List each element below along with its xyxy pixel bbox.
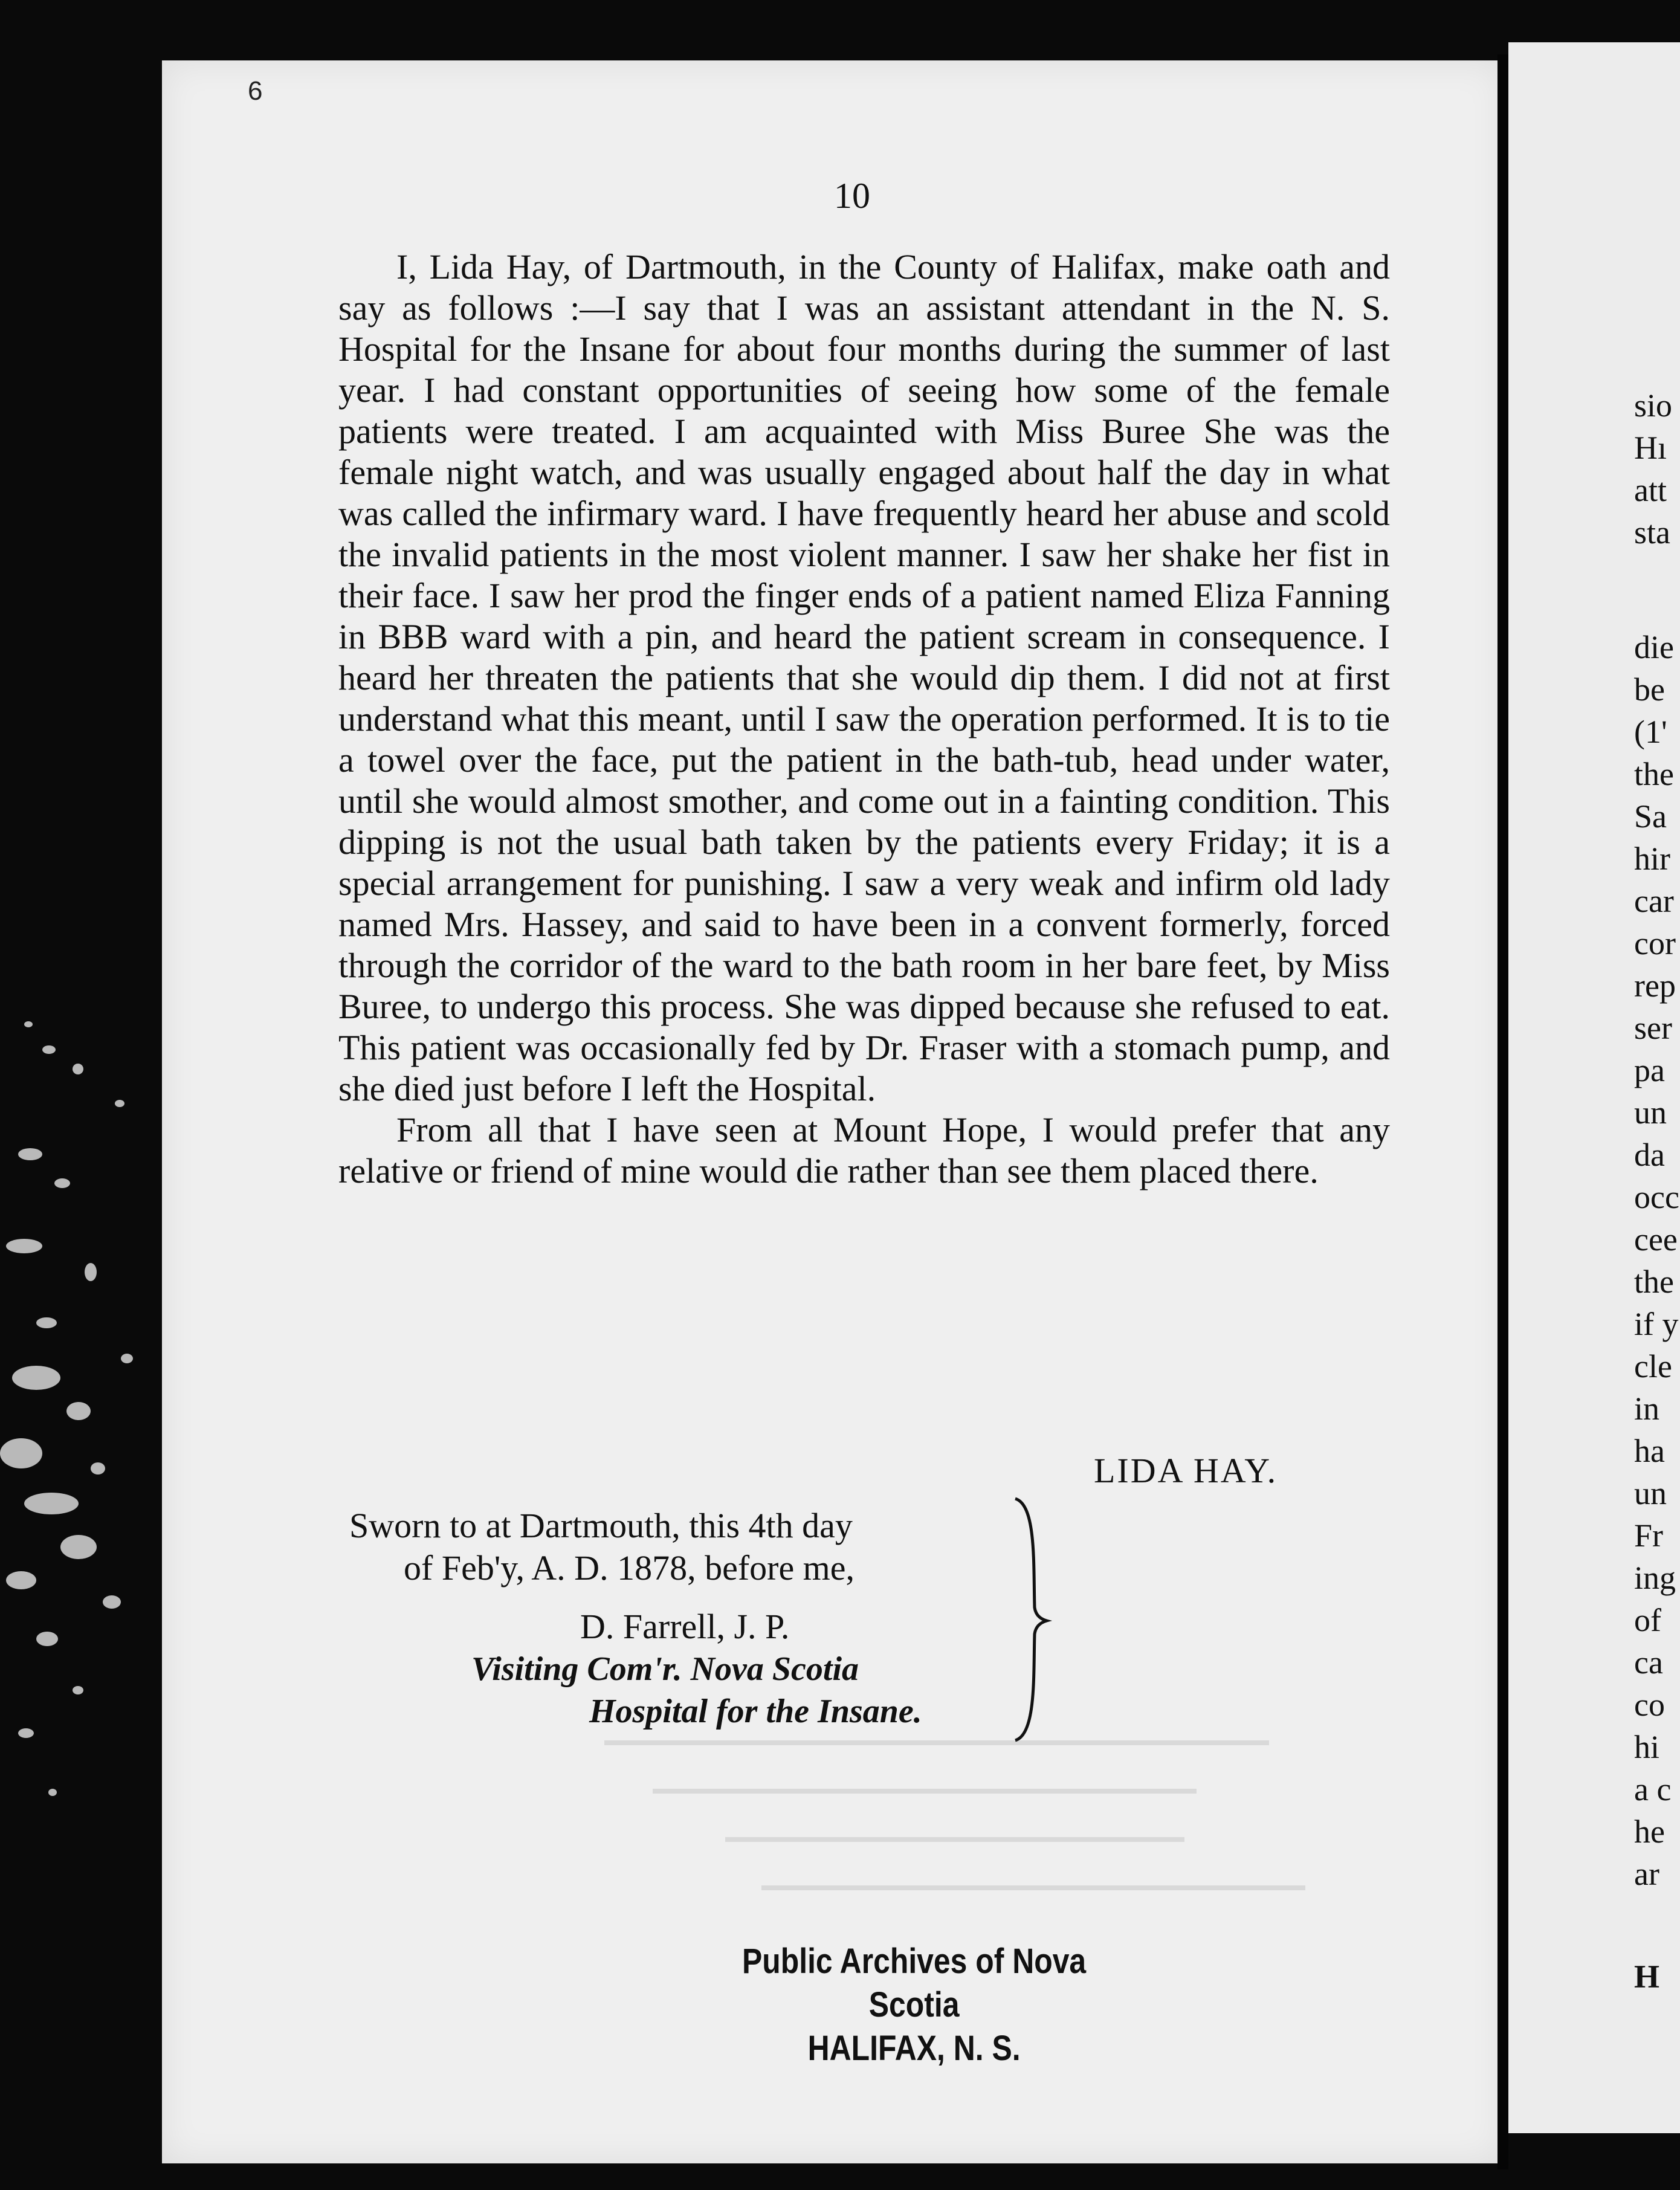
dust-speck (24, 1493, 79, 1514)
fragment: of (1634, 1602, 1661, 1638)
fragment: Fr (1634, 1517, 1664, 1554)
affidavit-paragraph: From all that I have seen at Mount Hope, I would prefer that any relative or friend of mine would die rather than see them placed there. (338, 1110, 1390, 1190)
fragment: pa (1634, 1052, 1665, 1088)
fragment: (1' (1634, 714, 1667, 750)
dust-speck (12, 1366, 60, 1390)
fragment: Sa (1634, 798, 1667, 835)
dust-speck (36, 1632, 58, 1646)
fragment: ser (1634, 1010, 1672, 1046)
fragment: ha (1634, 1433, 1665, 1469)
jurat-line: of Feb'y, A. D. 1878, before me, (404, 1548, 855, 1588)
dust-speck (73, 1686, 83, 1694)
fragment: occ (1634, 1179, 1679, 1215)
fragment: the (1634, 1264, 1674, 1300)
dust-speck (121, 1354, 133, 1363)
fragment: sta (1634, 514, 1670, 551)
fragment: he (1634, 1814, 1665, 1850)
page-gutter (1497, 54, 1508, 2169)
dust-speck (54, 1178, 70, 1188)
corner-mark: 6 (248, 76, 263, 106)
dust-speck (85, 1263, 97, 1281)
signature: LIDA HAY. (1094, 1451, 1278, 1490)
fragment: in (1634, 1391, 1660, 1427)
fragment: un (1634, 1094, 1667, 1131)
dust-speck (42, 1045, 56, 1054)
dust-speck (6, 1571, 36, 1589)
dust-speck (18, 1148, 42, 1160)
fragment: cor (1634, 925, 1676, 961)
fragment: Hı (1634, 430, 1667, 466)
fragment: be (1634, 671, 1665, 708)
fragment: hir (1634, 841, 1670, 877)
dust-speck (103, 1595, 121, 1609)
dust-speck (73, 1064, 83, 1074)
fragment: ing (1634, 1560, 1676, 1596)
official-title: Visiting Com'r. Nova Scotia (471, 1650, 859, 1688)
fragment: die (1634, 629, 1674, 665)
stamp-line: Public Archives of Nova Scotia (742, 1942, 1087, 2024)
official-title: Hospital for the Insane. (589, 1693, 922, 1730)
fragment: a c (1634, 1771, 1672, 1807)
dust-speck (0, 1438, 42, 1468)
dust-speck (115, 1100, 124, 1107)
dust-speck (36, 1317, 57, 1328)
dust-speck (24, 1021, 33, 1027)
fragment: cee (1634, 1221, 1678, 1258)
fragment: cle (1634, 1348, 1672, 1384)
fragment: hi (1634, 1729, 1660, 1765)
dust-speck (18, 1728, 34, 1738)
affidavit-body (338, 247, 1390, 1192)
jurat-line: Sworn to at Dartmouth, this 4th day (349, 1506, 853, 1545)
fragment: rep (1634, 967, 1676, 1004)
dust-speck (60, 1535, 97, 1559)
official-name: D. Farrell, J. P. (580, 1607, 790, 1646)
fragment: H (1634, 1959, 1660, 1995)
affidavit-paragraph: I, Lida Hay, of Dartmouth, in the County of Halifax, make oath and say as follows :—I say that I was an assistant attendant in the N. S. Hospital for the Insane for about four months during the summer of last year. I had constant opportunities of seeing how some of the female patients were treated. I am acquainted with Miss Buree She was the female night watch, and was usually engaged about half the day in what was called the infirmary ward. I have frequently heard her abuse and scold the invalid patients in the most violent manner. I saw her shake her fist in their face. I saw her prod the finger ends of a patient named Eliza Fanning in BBB ward with a pin, and heard the patient scream in consequence. I heard her threaten the patients that she would dip them. I did not at first understand what this meant, until I saw the operation performed. It is to tie a towel over the face, put the patient in the bath-tub, head under water, until she would almost smother, and come out in a fainting condition. This dipping is not the usual bath taken by the patients every Friday; it is a special arrangement for punishing. I saw a very weak and infirm old lady named Mrs. Hassey, and said to have been in a convent formerly, forced through the corridor of the ward to the bath room in her bare feet, by Miss Buree, to undergo this process. She was dipped because she refused to eat. This patient was occasionally fed by Dr. Fraser with a stomach pump, and she died just before I left the Hospital. (338, 247, 1390, 1108)
fragment: the (1634, 756, 1674, 792)
dust-speck (48, 1789, 57, 1796)
page-number: 10 (834, 176, 870, 216)
dust-speck (66, 1402, 91, 1420)
fragment: da (1634, 1137, 1665, 1173)
fragment: if y (1634, 1306, 1679, 1342)
fragment: ar (1634, 1856, 1659, 1892)
stamp-line: HALIFAX, N. S. (807, 2029, 1021, 2068)
jurat (349, 1505, 1044, 1589)
fragment: sio (1634, 387, 1673, 424)
dust-speck (6, 1239, 42, 1253)
fragment: co (1634, 1687, 1665, 1723)
fragment: car (1634, 883, 1674, 919)
fragment: ca (1634, 1644, 1663, 1681)
fragment: un (1634, 1475, 1667, 1511)
right-brace-icon (1009, 1493, 1058, 1746)
archive-stamp (701, 1940, 1127, 2070)
fragment: att (1634, 472, 1667, 508)
show-through (604, 1716, 1360, 1946)
dust-speck (91, 1462, 105, 1475)
